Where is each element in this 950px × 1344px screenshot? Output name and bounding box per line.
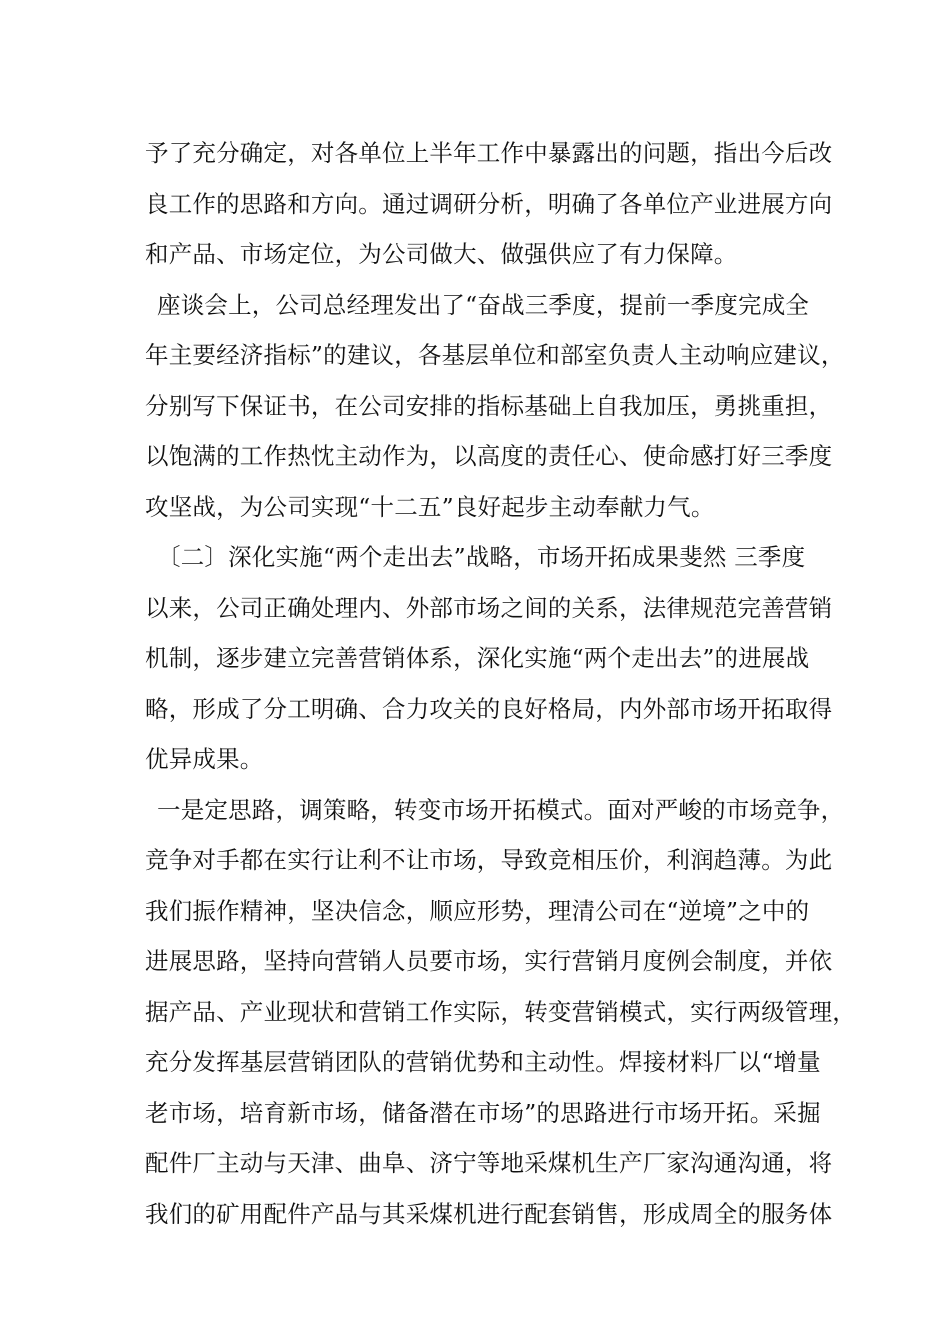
text-line: 竞争对手都在实行让利不让市场，导致竞相压价，利润趋薄。为此	[145, 846, 833, 874]
text-line: 年主要经济指标”的建议，各基层单位和部室负责人主动响应建议，	[145, 341, 845, 369]
text-line: 我们振作精神，坚决信念，顺应形势，理清公司在“逆境”之中的	[145, 896, 810, 925]
text-line: 和产品、市场定位，为公司做大、做强供应了有力保障。	[145, 240, 738, 268]
text-line: 配件厂主动与天津、曲阜、济宁等地采煤机生产厂家沟通沟通，将	[145, 1149, 833, 1177]
text-line: 良工作的思路和方向。通过调研分析，明确了各单位产业进展方向	[145, 189, 833, 218]
text-line: 我们的矿用配件产品与其采煤机进行配套销售，形成周全的服务体	[145, 1199, 833, 1228]
text-line: 以饱满的工作热忱主动作为，以高度的责任心、使命感打好三季度	[145, 442, 833, 470]
text-line: 略，形成了分工明确、合力攻关的良好格局，内外部市场开拓取得	[145, 694, 833, 723]
text-line: 充分发挥基层营销团队的营销优势和主动性。焊接材料厂以“增量	[145, 1048, 821, 1076]
text-line: 予了充分确定，对各单位上半年工作中暴露出的问题，指出今后改	[145, 139, 833, 167]
text-line: 进展思路，坚持向营销人员要市场，实行营销月度例会制度，并依	[145, 947, 833, 975]
text-line: 机制，逐步建立完善营销体系，深化实施“两个走出去”的进展战	[145, 644, 810, 672]
text-line: 优异成果。	[145, 745, 264, 773]
text-line: 座谈会上，公司总经理发出了“奋战三季度，提前一季度完成全	[157, 290, 810, 319]
text-line: 〔二〕深化实施“两个走出去”战略，市场开拓成果斐然 三季度	[157, 543, 806, 571]
text-line: 分别写下保证书，在公司安排的指标基础上自我加压，勇挑重担，	[145, 391, 833, 420]
text-line: 以来，公司正确处理内、外部市场之间的关系，法律规范完善营销	[145, 593, 833, 622]
text-line: 攻坚战，为公司实现“十二五”良好起步主动奉献力气。	[145, 492, 715, 521]
text-line: 老市场，培育新市场，储备潜在市场”的思路进行市场开拓。采掘	[145, 1098, 821, 1127]
text-line: 一是定思路，调策略，转变市场开拓模式。面对严峻的市场竞争，	[157, 795, 845, 824]
body-text	[145, 128, 856, 1239]
text-line: 据产品、产业现状和营销工作实际，转变营销模式，实行两级管理，	[145, 997, 856, 1026]
